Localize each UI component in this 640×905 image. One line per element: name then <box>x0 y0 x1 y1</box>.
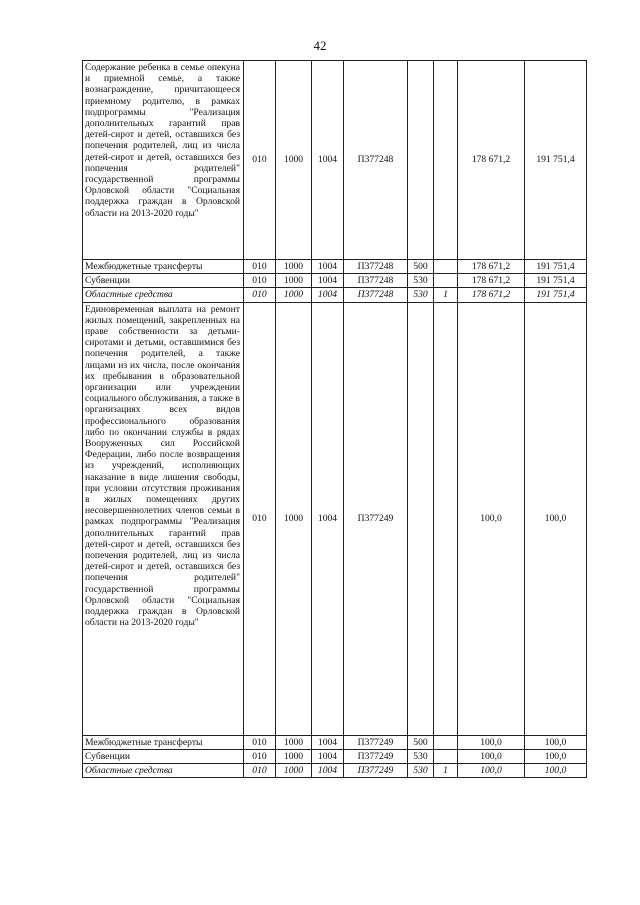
source-code <box>434 274 458 288</box>
section-code: 1000 <box>276 274 312 288</box>
sum-year-1: 100,0 <box>458 749 525 763</box>
expense-type-code: 500 <box>408 260 434 274</box>
subsection-code: 1004 <box>312 288 344 302</box>
section-code: 1000 <box>276 749 312 763</box>
admin-code: 010 <box>244 260 276 274</box>
sum-year-2: 100,0 <box>525 749 587 763</box>
section-code: 1000 <box>276 764 312 778</box>
section-code: 1000 <box>276 288 312 302</box>
target-code: П377248 <box>344 61 408 260</box>
expense-type-code: 530 <box>408 764 434 778</box>
item-name: Межбюджетные трансферты <box>83 735 244 749</box>
admin-code: 010 <box>244 288 276 302</box>
expense-type-code <box>408 302 434 735</box>
sum-year-2: 191 751,4 <box>525 288 587 302</box>
source-code <box>434 302 458 735</box>
item-name: Областные средства <box>83 288 244 302</box>
target-code: П377249 <box>344 749 408 763</box>
admin-code: 010 <box>244 735 276 749</box>
sum-year-2: 191 751,4 <box>525 260 587 274</box>
sum-year-2: 100,0 <box>525 764 587 778</box>
admin-code: 010 <box>244 764 276 778</box>
table-row <box>83 260 587 274</box>
table-row <box>83 288 587 302</box>
target-code: П377249 <box>344 764 408 778</box>
expense-type-code: 530 <box>408 274 434 288</box>
item-name: Содержание ребенка в семье опекуна и приемной семье, а также вознаграждение, причитающееся приемному родителю, в рамках подпрограммы "Реализация дополнительных гарантий прав детей-сирот и детей, оставшихся без попечения родителей, лиц из числа детей-сирот и детей, оставшихся без попечения родителей" государственной программы Орловской области "Социальная поддержка граждан в Орловской области на 2013-2020 годы" <box>83 61 244 260</box>
source-code: 1 <box>434 288 458 302</box>
subsection-code: 1004 <box>312 274 344 288</box>
sum-year-2: 191 751,4 <box>525 61 587 260</box>
sum-year-1: 178 671,2 <box>458 274 525 288</box>
admin-code: 010 <box>244 302 276 735</box>
expense-type-code: 530 <box>408 749 434 763</box>
table-row <box>83 274 587 288</box>
source-code <box>434 260 458 274</box>
expense-type-code: 500 <box>408 735 434 749</box>
section-code: 1000 <box>276 302 312 735</box>
item-name: Единовременная выплата на ремонт жилых помещений, закрепленных на праве собственности за детьми-сиротами и детьми, оставшимися без попечения родителей, а также лицами из их числа, после окончания их пребывания в образовательной организации или учреждении социального обслуживания, а также в организациях всех видов профессионального образования либо по окончании службы в рядах Вооруженных сил Российской Федерации, либо после возвращения из учреждений, исполняющих наказание в виде лишения свободы, при условии отсутствия проживания в жилых помещениях других несовершеннолетних членов семьи в рамках подпрограммы "Реализация дополнительных гарантий прав детей-сирот и детей, оставшихся без попечения родителей, лиц из числа детей-сирот и детей, оставшихся без попечения родителей" государственной программы Орловской области "Социальная поддержка граждан в Орловской области на 2013-2020 годы" <box>83 302 244 735</box>
source-code: 1 <box>434 764 458 778</box>
subsection-code: 1004 <box>312 302 344 735</box>
target-code: П377249 <box>344 735 408 749</box>
target-code: П377248 <box>344 288 408 302</box>
sum-year-2: 191 751,4 <box>525 274 587 288</box>
section-code: 1000 <box>276 735 312 749</box>
table-row <box>83 735 587 749</box>
sum-year-2: 100,0 <box>525 735 587 749</box>
table-row <box>83 749 587 763</box>
item-name: Межбюджетные трансферты <box>83 260 244 274</box>
expense-type-code <box>408 61 434 260</box>
subsection-code: 1004 <box>312 61 344 260</box>
subsection-code: 1004 <box>312 260 344 274</box>
sum-year-2: 100,0 <box>525 302 587 735</box>
sum-year-1: 178 671,2 <box>458 61 525 260</box>
table-row <box>83 61 587 260</box>
sum-year-1: 100,0 <box>458 302 525 735</box>
budget-table <box>82 60 587 778</box>
sum-year-1: 100,0 <box>458 764 525 778</box>
table-row <box>83 764 587 778</box>
sum-year-1: 100,0 <box>458 735 525 749</box>
target-code: П377248 <box>344 260 408 274</box>
subsection-code: 1004 <box>312 735 344 749</box>
expense-type-code: 530 <box>408 288 434 302</box>
table-row <box>83 302 587 735</box>
admin-code: 010 <box>244 749 276 763</box>
sum-year-1: 178 671,2 <box>458 288 525 302</box>
admin-code: 010 <box>244 274 276 288</box>
sum-year-1: 178 671,2 <box>458 260 525 274</box>
source-code <box>434 749 458 763</box>
section-code: 1000 <box>276 61 312 260</box>
source-code <box>434 61 458 260</box>
admin-code: 010 <box>244 61 276 260</box>
subsection-code: 1004 <box>312 764 344 778</box>
subsection-code: 1004 <box>312 749 344 763</box>
item-name: Субвенции <box>83 274 244 288</box>
target-code: П377249 <box>344 302 408 735</box>
target-code: П377248 <box>344 274 408 288</box>
section-code: 1000 <box>276 260 312 274</box>
source-code <box>434 735 458 749</box>
item-name: Субвенции <box>83 749 244 763</box>
page-number: 42 <box>313 38 327 53</box>
item-name: Областные средства <box>83 764 244 778</box>
